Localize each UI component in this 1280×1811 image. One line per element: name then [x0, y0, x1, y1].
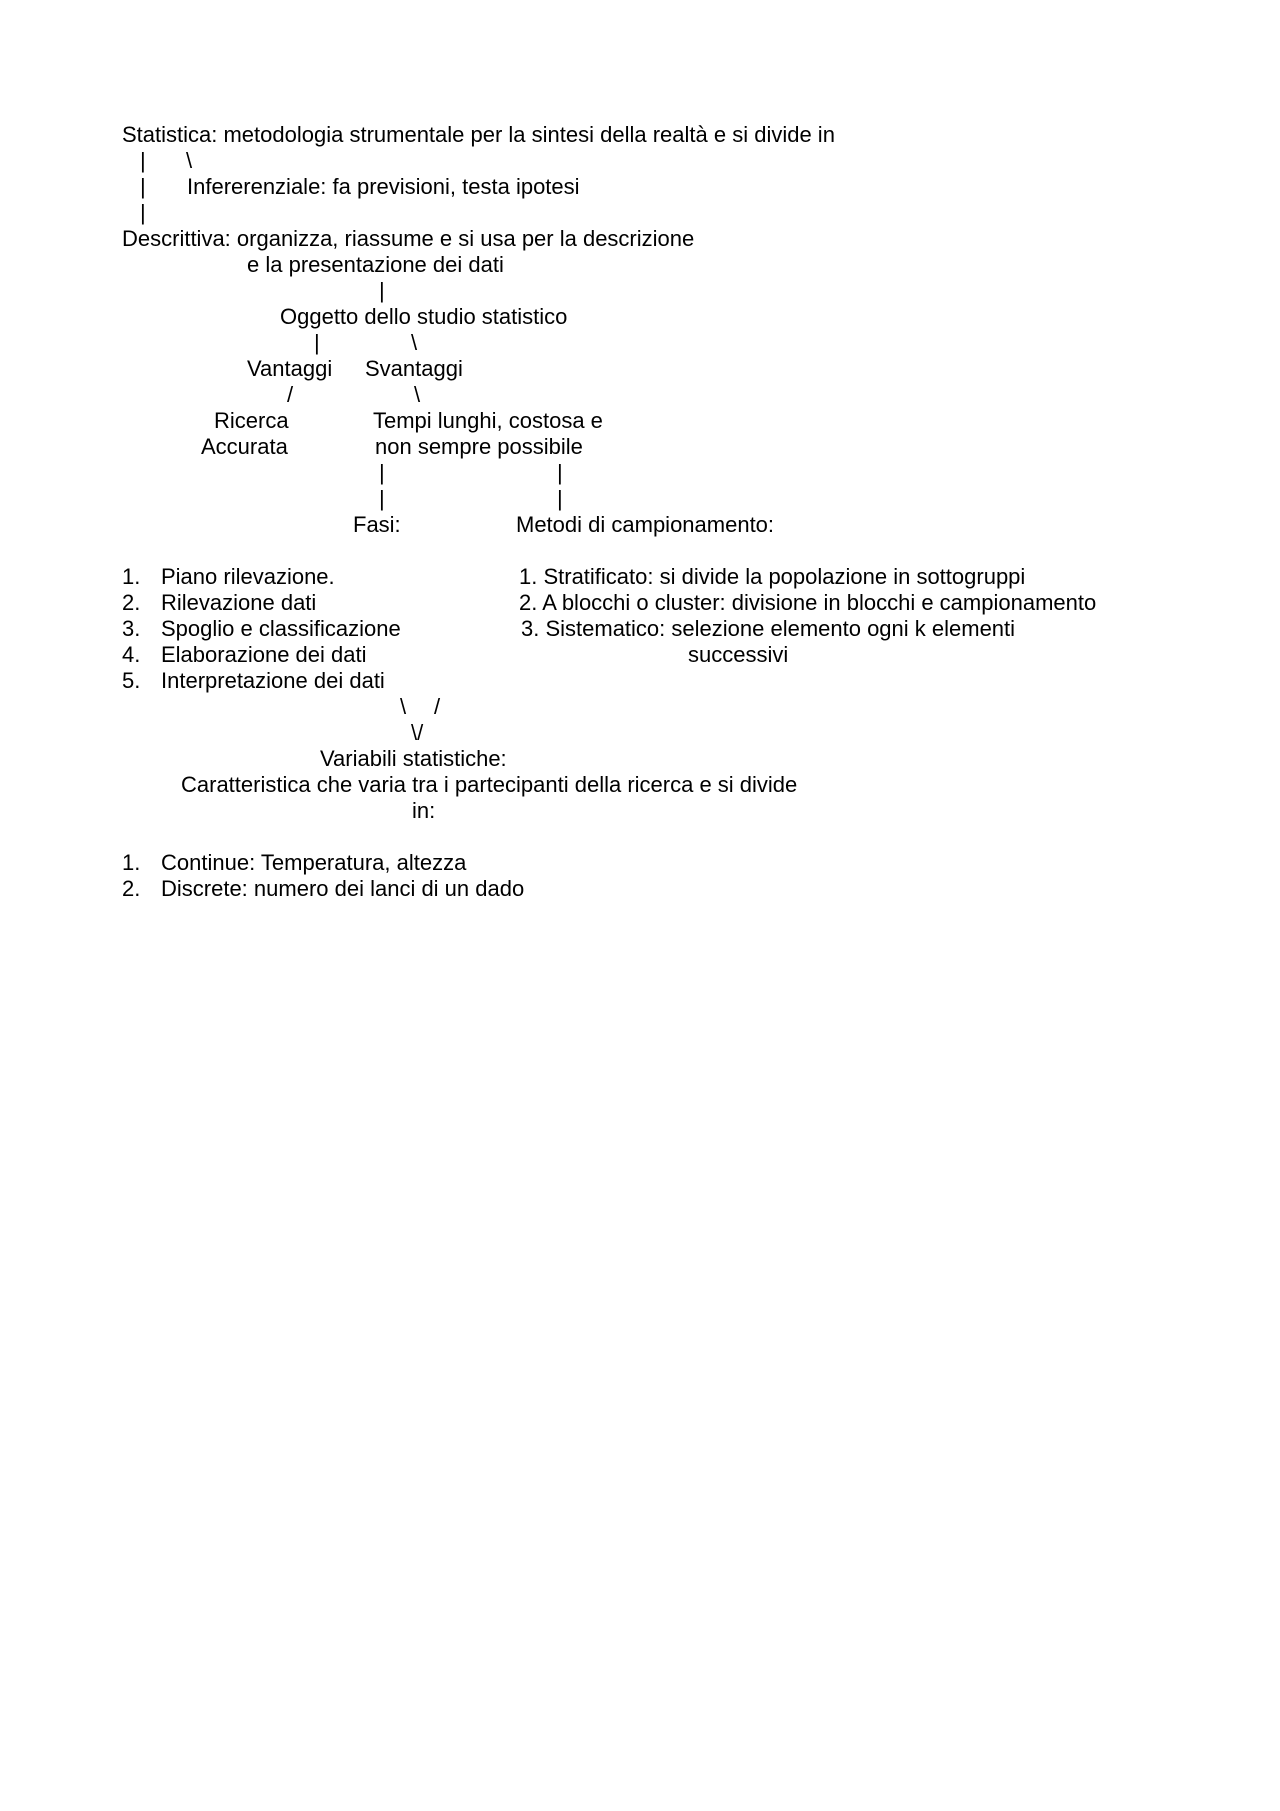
connector-pipe: | — [140, 174, 146, 199]
list-item: Elaborazione dei dati — [161, 642, 367, 667]
list-item-number: 3. — [122, 616, 141, 641]
variabili-description: Caratteristica che varia tra i partecipanti della ricerca e si divide — [181, 772, 798, 797]
list-item-number: 1. — [122, 564, 141, 589]
descrittiva-definition-cont: e la presentazione dei dati — [247, 252, 504, 277]
connector-pipe: | — [557, 486, 563, 511]
connector-backslash: \ — [186, 148, 193, 173]
oggetto-heading: Oggetto dello studio statistico — [280, 304, 568, 329]
list-item-number: 1. — [122, 850, 141, 875]
list-item: 1. Stratificato: si divide la popolazione in sottogruppi — [519, 564, 1026, 589]
list-item: Interpretazione dei dati — [161, 668, 385, 693]
statistica-definition: Statistica: metodologia strumentale per la sintesi della realtà e si divide in — [122, 122, 835, 147]
svantaggi-label: Svantaggi — [365, 356, 463, 381]
connector-pipe: | — [379, 278, 385, 303]
metodi-heading: Metodi di campionamento: — [516, 512, 775, 537]
connector-backslash: \ — [400, 694, 407, 719]
connector-slash: / — [434, 694, 441, 719]
variabili-heading: Variabili statistiche: — [320, 746, 507, 771]
list-item: Piano rilevazione. — [161, 564, 335, 589]
connector-pipe: | — [557, 460, 563, 485]
svantaggi-detail: Tempi lunghi, costosa e — [373, 408, 603, 433]
list-item: Spoglio e classificazione — [161, 616, 401, 641]
connector-pipe: | — [140, 148, 146, 173]
connector-pipe: | — [379, 460, 385, 485]
inferenziale-definition: Infererenziale: fa previsioni, testa ipotesi — [187, 174, 580, 199]
descrittiva-definition: Descrittiva: organizza, riassume e si usa per la descrizione — [122, 226, 695, 251]
list-item: 3. Sistematico: selezione elemento ogni k elementi — [521, 616, 1016, 641]
list-item-number: 2. — [122, 590, 141, 615]
fasi-heading: Fasi: — [353, 512, 401, 537]
list-item-number: 5. — [122, 668, 141, 693]
connector-pipe: | — [140, 200, 146, 225]
list-item: Rilevazione dati — [161, 590, 317, 615]
variabili-description-cont: in: — [412, 798, 436, 823]
accurata-label: Accurata — [201, 434, 288, 459]
connector-backslash: \ — [411, 330, 418, 355]
connector-pipe: | — [314, 330, 320, 355]
list-item: Discrete: numero dei lanci di un dado — [161, 876, 525, 901]
list-item: 2. A blocchi o cluster: divisione in blocchi e campionamento — [519, 590, 1097, 615]
list-item-number: 4. — [122, 642, 141, 667]
svantaggi-detail-cont: non sempre possibile — [375, 434, 583, 459]
list-item-number: 2. — [122, 876, 141, 901]
connector-pipe: | — [379, 486, 385, 511]
connector-vee: \/ — [411, 720, 424, 745]
ricerca-label: Ricerca — [214, 408, 289, 433]
connector-backslash: \ — [414, 382, 421, 407]
vantaggi-label: Vantaggi — [247, 356, 333, 381]
list-item: Continue: Temperatura, altezza — [161, 850, 467, 875]
connector-slash: / — [287, 382, 294, 407]
list-item-cont: successivi — [688, 642, 789, 667]
